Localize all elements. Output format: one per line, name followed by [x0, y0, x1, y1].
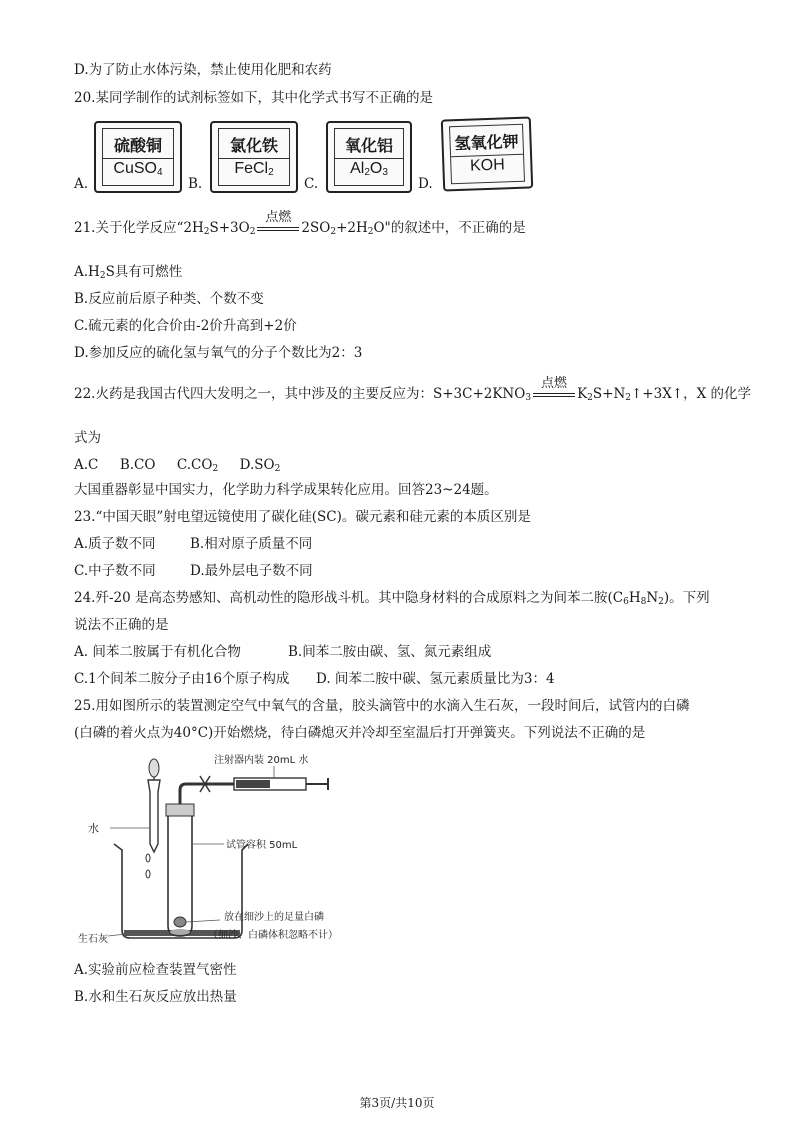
reaction-arrow: 点燃 [533, 388, 575, 402]
q21-option-a: $A.H_2S$具有可燃性 [74, 264, 183, 281]
q20-option-c-letter: C. [304, 176, 319, 192]
q24-stem: 24.歼-20 是高态势感知、高机动性的隐形战斗机。其中隐身材料的合成原料之为间苯二胺$(C_6H_8N_2)$。下列 [74, 590, 710, 607]
q24-option-c: C.1个间苯二胺分子由16个原子构成 [74, 671, 290, 687]
reagent-label-b [210, 121, 298, 193]
phosphorus-label: 放在细沙上的足量白磷 [224, 912, 324, 923]
q24-option-a: A. 间苯二胺属于有机化合物 [74, 644, 241, 660]
label-formula: CuSO$_4$ [113, 160, 163, 178]
q25-option-a: A.实验前应检查装置气密性 [74, 962, 237, 978]
q21-option-c: C.硫元素的化合价由-2价升高到+2价 [74, 318, 297, 334]
lime-label: 生石灰 [78, 934, 108, 945]
label-formula: FeCl$_2$ [234, 160, 274, 178]
q23-option-d: D.最外层电子数不同 [190, 563, 313, 579]
q22-stem: 22.火药是我国古代四大发明之一，其中涉及的主要反应为：$S+3C+2KNO_3$ 点燃 $K_2S+N_2↑+3X↑$，X 的化学 [74, 375, 752, 403]
q21-option-b: B.反应前后原子种类、个数不变 [74, 291, 264, 307]
reaction-arrow: 点燃 [257, 222, 299, 236]
dropper [148, 772, 160, 852]
q23-option-c: C.中子数不同 [74, 563, 156, 579]
white-phosphorus [174, 917, 186, 927]
q19-option-d: D.为了防止水体污染，禁止使用化肥和农药 [74, 62, 332, 78]
label-formula: $Al_2O_3$ [350, 160, 388, 178]
label-name: 氧化铝 [344, 136, 393, 155]
q23-stem: 23.“中国天眼”射电望远镜使用了碳化硅(SC)。碳元素和硅元素的本质区别是 [74, 509, 531, 525]
q20-option-a-letter: A. [74, 176, 89, 192]
water-drop [146, 870, 150, 878]
q21-stem: 21.关于化学反应“$2H_2S+3O_2$ 点燃 $2SO_2+2H_2O$"的叙述中，不正确的是 [74, 209, 526, 237]
q20-stem: 20.某同学制作的试剂标签如下，其中化学式书写不正确的是 [74, 90, 433, 106]
reagent-label-d [441, 116, 533, 191]
q24-option-b: B.间苯二胺由碳、氢、氮元素组成 [288, 644, 492, 660]
apparatus-diagram [74, 750, 344, 955]
q25-stem-2: (白磷的着火点为40°C)开始燃烧，待白磷熄灭并冷却至室温后打开弹簧夹。下列说法不正确的是 [74, 725, 646, 741]
syringe-label: 注射器内装 20mL 水 [214, 755, 309, 766]
q21-option-d: D.参加反应的硫化氢与氧气的分子个数比为2：3 [74, 345, 363, 361]
q22-options: A.C B.CO $C.CO_2$ $D.SO_2$ [74, 457, 281, 474]
syringe-water [236, 780, 270, 788]
q20-option-b-letter: B. [188, 176, 203, 192]
q20-option-d-letter: D. [418, 176, 433, 192]
q25-stem-1: 25.用如图所示的装置测定空气中氧气的含量，胶头滴管中的水滴入生石灰，一段时间后，试管内的白磷 [74, 698, 690, 714]
tube-label: 试管容积 50mL [226, 840, 298, 851]
q24-option-d: D. 间苯二胺中碳、氢元素质量比为3：4 [316, 671, 555, 687]
label-formula: KOH [469, 156, 506, 175]
dropper-bulb [149, 759, 159, 777]
sand [170, 929, 190, 935]
reagent-label-a [94, 121, 182, 193]
page-footer: 第3页/共10页 [359, 1096, 435, 1110]
q25-option-b: B.水和生石灰反应放出热量 [74, 989, 237, 1005]
note-label: （细沙、白磷体积忽略不计） [208, 930, 338, 941]
water-label: 水 [88, 822, 99, 835]
label-name: 硫酸铜 [113, 136, 162, 155]
q24-stem-cont: 说法不正确的是 [74, 617, 169, 633]
q23-option-a: A.质子数不同 [74, 536, 156, 552]
reagent-label-c [326, 121, 412, 193]
intro-23-24: 大国重器彰显中国实力，化学助力科学成果转化应用。回答23~24题。 [74, 482, 498, 498]
label-name: 氯化铁 [229, 136, 278, 155]
label-name: 氢氧化钾 [454, 131, 519, 154]
water-drop [146, 854, 150, 862]
q22-stem-cont: 式为 [74, 430, 101, 446]
q23-option-b: B.相对原子质量不同 [190, 536, 313, 552]
stopper [166, 804, 194, 816]
